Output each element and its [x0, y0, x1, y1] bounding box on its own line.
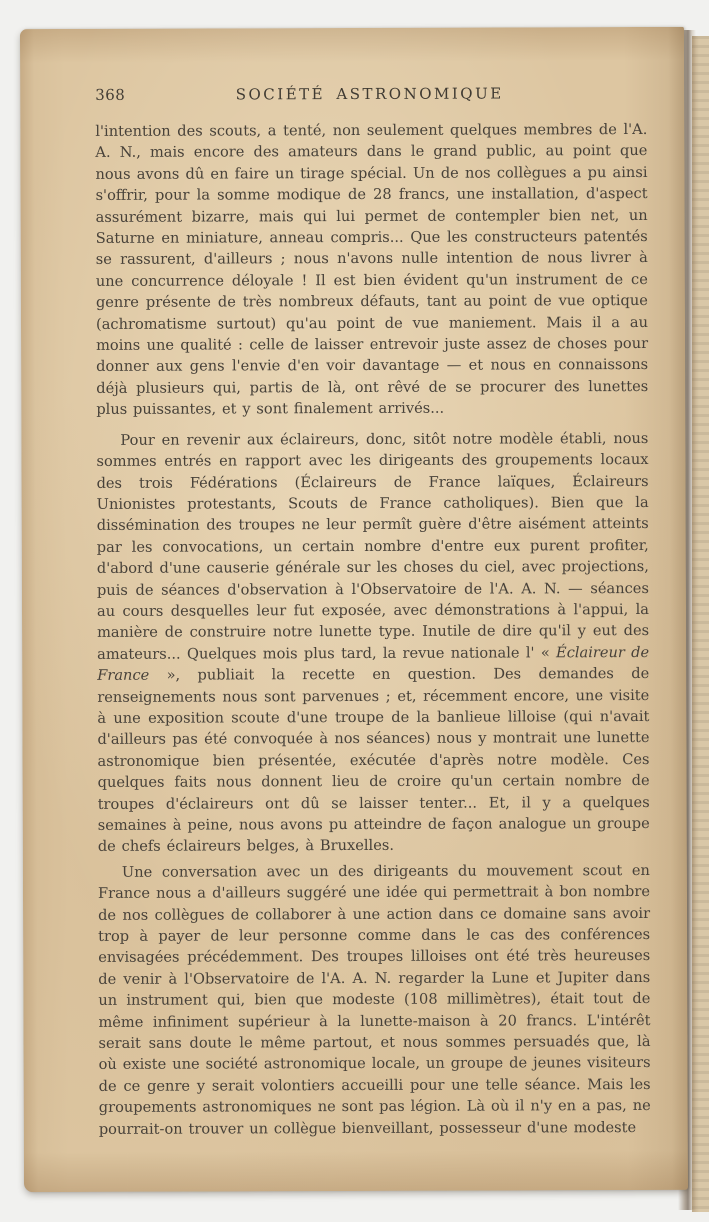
text-block — [95, 119, 651, 1140]
italic-run: Éclaireur de France — [97, 643, 650, 685]
text-run: », publiait la recette en question. Des demandes de renseignements nous sont parvenues ; et, récemment encore, une visite à une exposition scoute d'une troupe de la banlieue lilloise (qui n'avait d'ailleurs pas été convoquée à nos séances) nous y montrait une lunette astronomique bien présentée, exécutée d'après notre modèle. Ces quelques faits nous donnent lieu de croire qu'un certain nombre de troupes d'éclaireurs ont dû se laisser tenter... Et, il y a quelques semaines à peine, nous avons pu atteindre de façon analogue un groupe de chefs éclaireurs belges, à Bruxelles. — [97, 665, 650, 856]
page-number: 368 — [95, 85, 126, 104]
paragraph — [95, 119, 648, 421]
paragraph — [96, 428, 649, 858]
text-run: Pour en revenir aux éclaireurs, donc, sitôt notre modèle établi, nous sommes entrés en rapport avec les dirigeants des groupements locaux des trois Fédérations (Éclaireurs de France laïques, Éclaireurs Unionistes protestants, Scouts de France catholiques). Bien que la dissémination des troupes ne leur permît guère d'être aisément atteints par les convocations, un certain nombre d'entre eux purent profiter, d'abord d'une causerie générale sur les choses du ciel, avec projections, puis de séances d'observation à l'Observatoire de l'A. A. N. — séances au cours desquelles leur fut exposée, avec démonstrations à l'appui, la manière de construire notre lunette type. Inutile de dire qu'il y eut des amateurs... Quelques mois plus tard, la revue nationale l' « — [96, 429, 650, 663]
paragraph — [98, 860, 651, 1140]
text-run: l'intention des scouts, a tenté, non seulement quelques membres de l'A. A. N., mais encore des amateurs dans le grand public, au point que nous avons dû en faire un tirage spécial. Un de nos collègues a pu ainsi s'offrir, pour la somme modique de 28 francs, une installation, d'aspect assurément bizarre, mais qui lui permet de contempler bien net, un Saturne en miniature, anneau compris... Que les constructeurs patentés se rassurent, d'ailleurs ; nous n'avons nulle intention de nous livrer à une concurrence déloyale ! Il est bien évident qu'un instrument de ce genre présente de très nombreux défauts, tant au point de vue optique (achromatisme surtout) qu'au point de vue maniement. Mais il a au moins une qualité : celle de laisser entrevoir juste assez de choses pour donner aux gens l'envie d'en voir davantage — et nous en connaissons déjà plusieurs qui, partis de là, ont rêvé de se procurer des lunettes plus puissantes, et y sont finalement arrivés... — [95, 120, 649, 419]
text-run: Une conversation avec un des dirigeants du mouvement scout en France nous a d'ailleurs suggéré une idée qui permettrait à bon nombre de nos collègues de collaborer à une action dans ce domaine sans avoir trop à payer de leur personne comme dans le cas des conférences envisagées précédemment. Des troupes lilloises ont été très heureuses de venir à l'Observatoire de l'A. A. N. regarder la Lune et Jupiter dans un instrument qui, bien que modeste (108 millimètres), était tout de même infiniment supérieur à la lunette-maison à 20 francs. L'intérêt serait sans doute le même partout, et nous sommes persuadés que, là où existe une société astronomique locale, un groupe de jeunes visiteurs de ce genre y serait volontiers accueilli pour une telle séance. Mais les groupements astronomiques ne sont pas légion. Là où il n'y en a pas, ne pourrait-on trouver un collègue bienveillant, possesseur d'une modeste — [97, 861, 651, 1138]
running-title: SOCIÉTÉ ASTRONOMIQUE — [235, 84, 504, 104]
book-page — [20, 27, 688, 1192]
page-header — [95, 84, 644, 108]
